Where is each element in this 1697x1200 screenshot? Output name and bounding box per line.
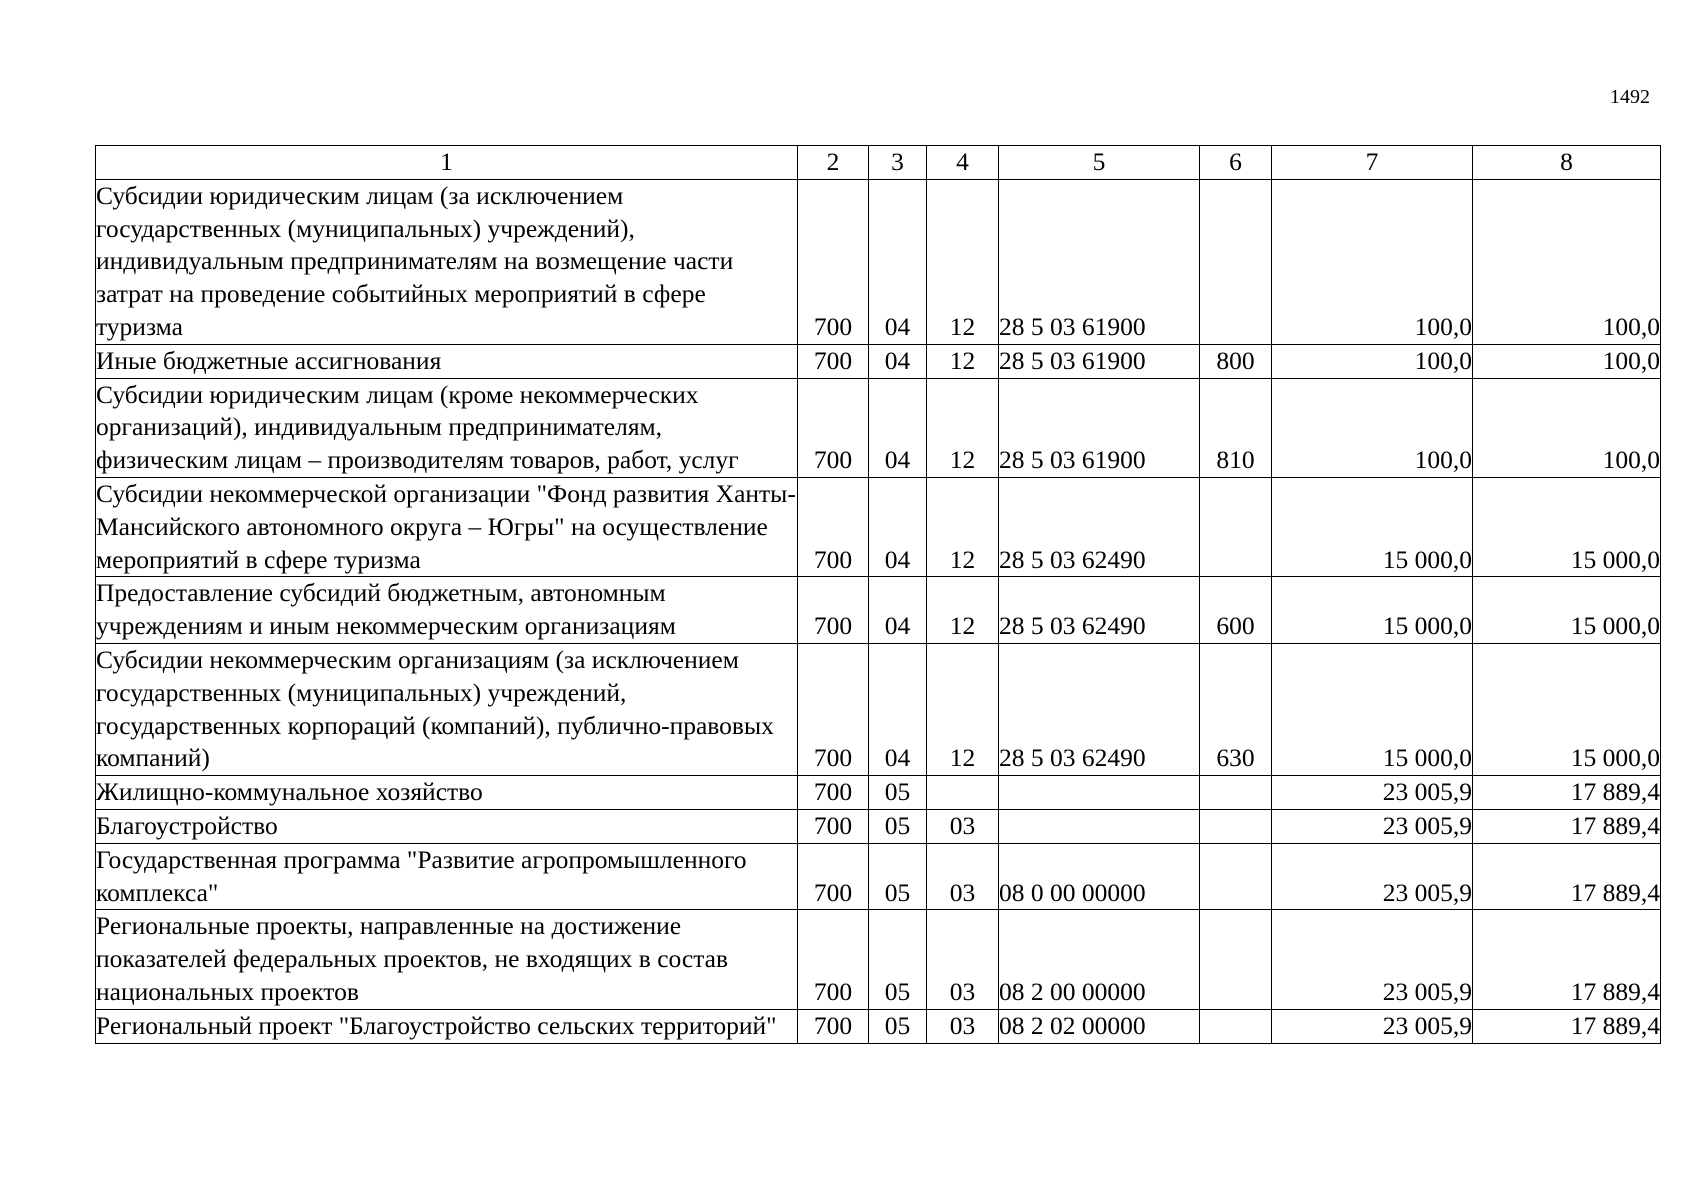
cell-target-article: 28 5 03 61900: [999, 378, 1200, 477]
column-header: 2: [798, 146, 869, 180]
table-row: [96, 1009, 1661, 1043]
row-name: Государственная программа "Развитие агропромышленного комплекса": [96, 843, 798, 910]
row-name: Субсидии юридическим лицам (кроме некоммерческих организаций), индивидуальным предпринимателям, физическим лицам – производителям товаров, работ, услуг: [96, 378, 798, 477]
cell-section: 04: [869, 643, 927, 775]
cell-admin-code: 700: [798, 179, 869, 344]
cell-amount-2: 17 889,4: [1473, 776, 1661, 810]
table-row: [96, 577, 1661, 644]
cell-section: 04: [869, 378, 927, 477]
column-header: 7: [1272, 146, 1473, 180]
cell-expense-type: [1200, 843, 1272, 910]
cell-amount-2: 100,0: [1473, 378, 1661, 477]
cell-target-article: [999, 809, 1200, 843]
cell-expense-type: 810: [1200, 378, 1272, 477]
table-row: [96, 643, 1661, 775]
cell-amount-1: 23 005,9: [1272, 809, 1473, 843]
cell-admin-code: 700: [798, 378, 869, 477]
cell-amount-2: 17 889,4: [1473, 843, 1661, 910]
table-row: [96, 843, 1661, 910]
table-row: [96, 776, 1661, 810]
cell-target-article: 08 2 00 00000: [999, 910, 1200, 1009]
cell-admin-code: 700: [798, 643, 869, 775]
cell-amount-2: 15 000,0: [1473, 643, 1661, 775]
row-name: Субсидии юридическим лицам (за исключением государственных (муниципальных) учреждений), индивидуальным предпринимателям на возмещение части затрат на проведение событийных мероприятий в сфере туризма: [96, 179, 798, 344]
cell-expense-type: [1200, 477, 1272, 576]
row-name: Благоустройство: [96, 809, 798, 843]
cell-amount-1: 15 000,0: [1272, 643, 1473, 775]
row-name: Субсидии некоммерческой организации "Фонд развития Ханты-Мансийского автономного округа – Югры" на осуществление мероприятий в сфере туризма: [96, 477, 798, 576]
cell-amount-2: 100,0: [1473, 344, 1661, 378]
cell-admin-code: 700: [798, 577, 869, 644]
budget-table: [95, 145, 1661, 1044]
cell-section: 05: [869, 776, 927, 810]
cell-amount-1: 100,0: [1272, 344, 1473, 378]
cell-target-article: 28 5 03 62490: [999, 477, 1200, 576]
table-row: [96, 910, 1661, 1009]
page-number: 1492: [1610, 86, 1650, 108]
row-name: Региональный проект "Благоустройство сельских территорий": [96, 1009, 798, 1043]
cell-expense-type: [1200, 776, 1272, 810]
column-header: 3: [869, 146, 927, 180]
cell-amount-1: 23 005,9: [1272, 1009, 1473, 1043]
cell-subsection: 12: [927, 179, 999, 344]
cell-expense-type: [1200, 809, 1272, 843]
cell-amount-2: 17 889,4: [1473, 910, 1661, 1009]
cell-amount-2: 15 000,0: [1473, 477, 1661, 576]
cell-section: 05: [869, 843, 927, 910]
cell-subsection: [927, 776, 999, 810]
cell-subsection: 12: [927, 378, 999, 477]
cell-target-article: 28 5 03 62490: [999, 643, 1200, 775]
cell-admin-code: 700: [798, 344, 869, 378]
table-row: [96, 179, 1661, 344]
cell-expense-type: 630: [1200, 643, 1272, 775]
cell-admin-code: 700: [798, 809, 869, 843]
cell-amount-2: 17 889,4: [1473, 809, 1661, 843]
cell-section: 04: [869, 477, 927, 576]
cell-amount-1: 23 005,9: [1272, 776, 1473, 810]
column-header: 8: [1473, 146, 1661, 180]
cell-admin-code: 700: [798, 477, 869, 576]
cell-admin-code: 700: [798, 910, 869, 1009]
cell-amount-1: 23 005,9: [1272, 910, 1473, 1009]
cell-section: 05: [869, 809, 927, 843]
cell-target-article: 28 5 03 62490: [999, 577, 1200, 644]
row-name: Иные бюджетные ассигнования: [96, 344, 798, 378]
row-name: Региональные проекты, направленные на достижение показателей федеральных проектов, не входящих в состав национальных проектов: [96, 910, 798, 1009]
cell-amount-1: 15 000,0: [1272, 477, 1473, 576]
cell-target-article: [999, 776, 1200, 810]
cell-expense-type: [1200, 910, 1272, 1009]
column-header: 1: [96, 146, 798, 180]
cell-section: 04: [869, 179, 927, 344]
cell-admin-code: 700: [798, 843, 869, 910]
cell-subsection: 03: [927, 1009, 999, 1043]
column-header: 4: [927, 146, 999, 180]
cell-section: 04: [869, 344, 927, 378]
cell-subsection: 03: [927, 843, 999, 910]
table-row: [96, 809, 1661, 843]
cell-amount-1: 100,0: [1272, 378, 1473, 477]
cell-expense-type: 600: [1200, 577, 1272, 644]
cell-expense-type: [1200, 179, 1272, 344]
cell-expense-type: 800: [1200, 344, 1272, 378]
cell-target-article: 28 5 03 61900: [999, 344, 1200, 378]
cell-target-article: 08 2 02 00000: [999, 1009, 1200, 1043]
cell-admin-code: 700: [798, 776, 869, 810]
row-name: Субсидии некоммерческим организациям (за исключением государственных (муниципальных) учреждений, государственных корпораций (компаний), публично-правовых компаний): [96, 643, 798, 775]
cell-target-article: 28 5 03 61900: [999, 179, 1200, 344]
row-name: Жилищно-коммунальное хозяйство: [96, 776, 798, 810]
cell-expense-type: [1200, 1009, 1272, 1043]
column-header: 6: [1200, 146, 1272, 180]
table-row: [96, 477, 1661, 576]
cell-subsection: 12: [927, 643, 999, 775]
cell-section: 05: [869, 910, 927, 1009]
cell-admin-code: 700: [798, 1009, 869, 1043]
cell-amount-1: 15 000,0: [1272, 577, 1473, 644]
table-row: [96, 344, 1661, 378]
cell-amount-2: 17 889,4: [1473, 1009, 1661, 1043]
cell-amount-1: 23 005,9: [1272, 843, 1473, 910]
column-header: 5: [999, 146, 1200, 180]
cell-subsection: 12: [927, 477, 999, 576]
cell-target-article: 08 0 00 00000: [999, 843, 1200, 910]
cell-section: 04: [869, 577, 927, 644]
cell-subsection: 12: [927, 577, 999, 644]
cell-section: 05: [869, 1009, 927, 1043]
cell-subsection: 03: [927, 809, 999, 843]
row-name: Предоставление субсидий бюджетным, автономным учреждениям и иным некоммерческим организациям: [96, 577, 798, 644]
cell-amount-2: 100,0: [1473, 179, 1661, 344]
cell-amount-2: 15 000,0: [1473, 577, 1661, 644]
table-header-row: [96, 146, 1661, 180]
table-row: [96, 378, 1661, 477]
cell-subsection: 03: [927, 910, 999, 1009]
cell-subsection: 12: [927, 344, 999, 378]
cell-amount-1: 100,0: [1272, 179, 1473, 344]
